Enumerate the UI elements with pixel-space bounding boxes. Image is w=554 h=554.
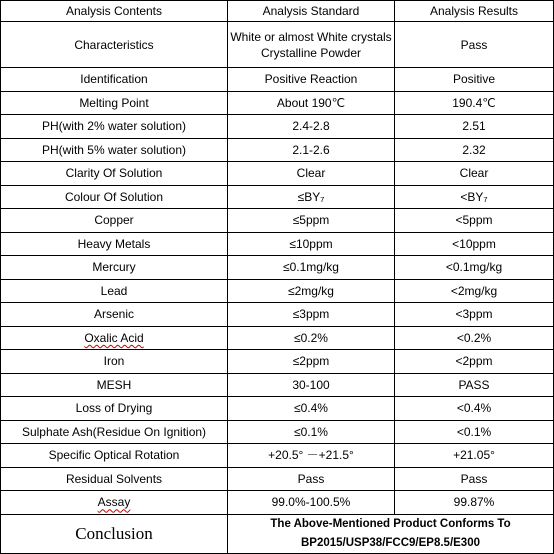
standard-cell: ≤0.1% bbox=[228, 420, 395, 444]
result-cell: <0.1mg/kg bbox=[395, 256, 554, 280]
header-results: Analysis Results bbox=[395, 1, 554, 22]
result-cell: PASS bbox=[395, 373, 554, 397]
standard-cell: ≤2mg/kg bbox=[228, 279, 395, 303]
table-row bbox=[1, 256, 554, 280]
result-cell: <5ppm bbox=[395, 209, 554, 233]
result-cell: 2.51 bbox=[395, 115, 554, 139]
result-cell: <0.4% bbox=[395, 397, 554, 421]
standard-cell: ≤BY₇ bbox=[228, 185, 395, 209]
table-row bbox=[1, 91, 554, 115]
item-cell bbox=[1, 491, 228, 515]
header-contents: Analysis Contents bbox=[1, 1, 228, 22]
table-row bbox=[1, 303, 554, 327]
table-row bbox=[1, 232, 554, 256]
item-cell: Melting Point bbox=[1, 91, 228, 115]
table-row bbox=[1, 491, 554, 515]
item-cell: Clarity Of Solution bbox=[1, 162, 228, 186]
result-cell: 2.32 bbox=[395, 138, 554, 162]
table-row bbox=[1, 397, 554, 421]
item-cell bbox=[1, 326, 228, 350]
result-cell: Pass bbox=[395, 22, 554, 68]
table-row bbox=[1, 162, 554, 186]
item-cell: Lead bbox=[1, 279, 228, 303]
item-cell: Residual Solvents bbox=[1, 467, 228, 491]
header-row bbox=[1, 1, 554, 22]
item-cell: Specific Optical Rotation bbox=[1, 444, 228, 468]
standard-cell: About 190℃ bbox=[228, 91, 395, 115]
standard-cell: 99.0%-100.5% bbox=[228, 491, 395, 515]
result-cell: <2ppm bbox=[395, 350, 554, 374]
item-cell: PH(with 2% water solution) bbox=[1, 115, 228, 139]
conclusion-row bbox=[1, 514, 554, 553]
table-row bbox=[1, 420, 554, 444]
standard-cell: ≤2ppm bbox=[228, 350, 395, 374]
table-row bbox=[1, 22, 554, 68]
result-cell: <10ppm bbox=[395, 232, 554, 256]
standard-cell: ≤3ppm bbox=[228, 303, 395, 327]
result-cell: +21.05° bbox=[395, 444, 554, 468]
standard-cell: ≤0.4% bbox=[228, 397, 395, 421]
conclusion-text bbox=[228, 514, 554, 553]
standard-cell: +20.5° －+21.5° bbox=[228, 444, 395, 468]
item-cell: Mercury bbox=[1, 256, 228, 280]
standard-cell: White or almost White crystals Crystalline Powder bbox=[228, 22, 395, 68]
result-cell: 190.4℃ bbox=[395, 91, 554, 115]
item-cell: Iron bbox=[1, 350, 228, 374]
item-cell: Sulphate Ash(Residue On Ignition) bbox=[1, 420, 228, 444]
conclusion-line-2: BP2015/USP38/FCC9/EP8.5/E300 bbox=[301, 536, 480, 549]
standard-cell: ≤10ppm bbox=[228, 232, 395, 256]
result-cell: Pass bbox=[395, 467, 554, 491]
item-cell: MESH bbox=[1, 373, 228, 397]
standard-cell: 2.1-2.6 bbox=[228, 138, 395, 162]
table-row bbox=[1, 326, 554, 350]
conclusion-label: Conclusion bbox=[1, 514, 228, 553]
item-cell: Colour Of Solution bbox=[1, 185, 228, 209]
item-text: Oxalic Acid bbox=[84, 330, 144, 345]
table-row bbox=[1, 185, 554, 209]
item-cell: Heavy Metals bbox=[1, 232, 228, 256]
result-cell: <0.1% bbox=[395, 420, 554, 444]
standard-cell: Positive Reaction bbox=[228, 68, 395, 92]
item-text: Assay bbox=[97, 495, 131, 510]
conclusion-line-1: The Above-Mentioned Product Conforms To bbox=[270, 517, 511, 530]
result-cell: <0.2% bbox=[395, 326, 554, 350]
item-cell: Characteristics bbox=[1, 22, 228, 68]
table-row bbox=[1, 279, 554, 303]
item-cell: Copper bbox=[1, 209, 228, 233]
standard-cell: ≤5ppm bbox=[228, 209, 395, 233]
result-cell: <BY₇ bbox=[395, 185, 554, 209]
header-standard: Analysis Standard bbox=[228, 1, 395, 22]
table-row bbox=[1, 209, 554, 233]
table-row bbox=[1, 115, 554, 139]
standard-cell: 2.4-2.8 bbox=[228, 115, 395, 139]
result-cell: 99.87% bbox=[395, 491, 554, 515]
standard-cell: ≤0.1mg/kg bbox=[228, 256, 395, 280]
result-cell: <2mg/kg bbox=[395, 279, 554, 303]
standard-cell: 30-100 bbox=[228, 373, 395, 397]
table-row bbox=[1, 444, 554, 468]
item-cell: Identification bbox=[1, 68, 228, 92]
table-row bbox=[1, 467, 554, 491]
standard-cell: ≤0.2% bbox=[228, 326, 395, 350]
table-row bbox=[1, 373, 554, 397]
table-row bbox=[1, 350, 554, 374]
table-row bbox=[1, 68, 554, 92]
result-cell: Positive bbox=[395, 68, 554, 92]
standard-cell: Clear bbox=[228, 162, 395, 186]
item-cell: PH(with 5% water solution) bbox=[1, 138, 228, 162]
table-row bbox=[1, 138, 554, 162]
result-cell: <3ppm bbox=[395, 303, 554, 327]
item-cell: Loss of Drying bbox=[1, 397, 228, 421]
item-cell: Arsenic bbox=[1, 303, 228, 327]
standard-cell: Pass bbox=[228, 467, 395, 491]
result-cell: Clear bbox=[395, 162, 554, 186]
